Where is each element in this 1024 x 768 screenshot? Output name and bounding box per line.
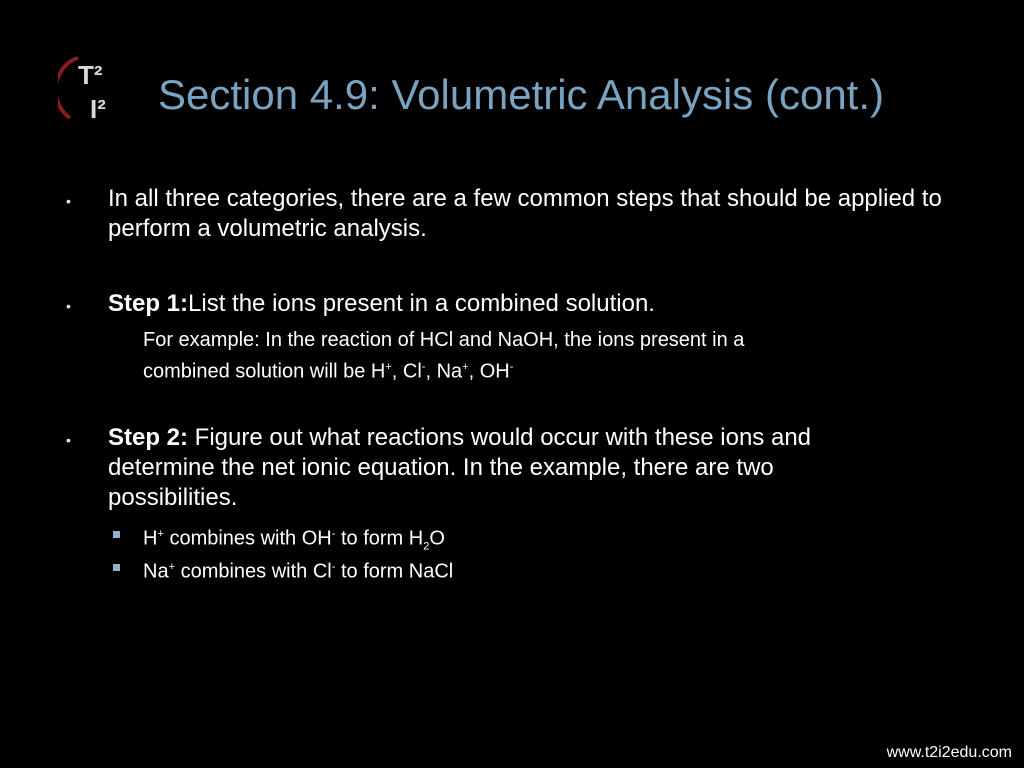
- footer-url: www.t2i2edu.com: [886, 744, 1012, 761]
- step2-text-line3: possibilities.: [108, 484, 238, 511]
- bullet-dot: •: [66, 298, 71, 314]
- bullet-dot: •: [66, 193, 71, 209]
- square-bullet: [113, 564, 120, 571]
- bullet-dot: •: [66, 432, 71, 448]
- step1-text: List the ions present in a combined solution.: [188, 290, 655, 317]
- subpoint-1: H+ combines with OH- to form $H_2O$: [143, 527, 445, 553]
- subpoint-2: Na+ combines with Cl- to form NaCl: [143, 560, 454, 583]
- step2-text-line2: determine the net ionic equation. In the example, there are two: [108, 454, 774, 481]
- step1-bullet: [108, 289, 655, 319]
- step2-label: Step 2:: [108, 424, 189, 451]
- step2-text-line1: Figure out what reactions would occur with these ions and: [188, 424, 812, 451]
- slide-title: Section 4.9: Volumetric Analysis (cont.): [158, 71, 884, 118]
- step1-example-line1: For example: In the reaction of HCl and NaOH, the ions present in a: [143, 329, 745, 351]
- square-bullet: [113, 531, 120, 538]
- step2-bullet: [108, 423, 811, 513]
- step1-label: Step 1:: [108, 290, 189, 317]
- step1-example-line2: combined solution will be H+, Cl-, Na+, OH-: [143, 360, 514, 383]
- logo-top-text: T²: [78, 60, 103, 90]
- logo-bottom-text: I²: [90, 94, 106, 124]
- intro-bullet: In all three categories, there are a few common steps that should be applied to perform a volumetric analysis.: [108, 185, 942, 242]
